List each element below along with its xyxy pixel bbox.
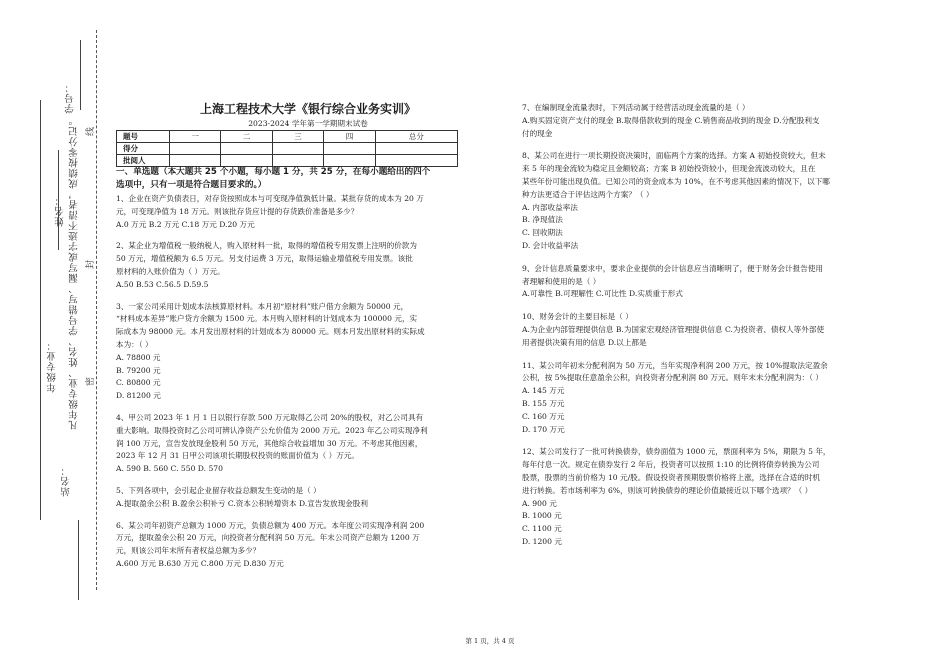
question-text-line: 股票，股票的当前价格为 10 元/股。假设投资者预期股票价格将上涨，选择在合适的时机 [522,472,821,482]
question-text-line: 进行转换。若市场利率为 6%，则该可转换债券的理论价值最接近以下哪个选项？（ ） [522,485,813,495]
question-item [522,150,872,252]
id-underline [80,40,81,110]
question-text-line: 50 万元，增值税额为 6.5 万元。另支付运费 3 万元，取得运输业增值税专用发票。该批 [116,254,413,264]
question-text-line: A.为企业内部管理提供信息 B.为国家宏观经济管理提供信息 C.为投资者、债权人等外部使 [522,324,825,334]
name-label: 姓名： [55,195,66,227]
question-text-line: 1、企业在资产负债表日，对存货按照成本与可变现净值孰低计量。某批存货的成本为 20 万 [116,194,424,203]
answer-option: A. 78800 元 [116,352,161,362]
question-text-line: 公积，按 5%提取任意盈余公积，向投资者分配利润 80 万元。则年末未分配利润为：（ ） [522,373,823,383]
question-text-line: 5、下列各项中，会引起企业留存收益总额发生变动的是（ ） [116,485,321,495]
question-text-line: 7、在编制现金流量表时，下列活动属于经营活动现金流量的是（ ） [522,103,750,112]
score-header-cell: 题号 [117,131,170,143]
student-id-label: 学号： [65,82,76,114]
score-header-cell: 三 [272,131,323,143]
score-cell [375,143,457,155]
answer-option: B. 净现值法 [522,215,563,225]
answer-option: A.600 万元 B.630 万元 C.800 万元 D.830 万元 [116,558,284,568]
score-cell [170,143,221,155]
right-question-list [522,102,872,549]
reviewer-row-label: 批阅人 [117,155,170,167]
question-text-line: 元，可变现净值为 18 万元。则该批存货应计提的存货跌价准备是多少？ [116,206,359,216]
major-underline [40,100,41,520]
question-text-line: 润 100 万元，宣告发放现金股利 50 万元，其他综合收益增加 30 万元。不考虑其他因素， [116,438,423,448]
binding-margin [0,0,115,672]
answer-option: D. 1200 元 [522,536,562,546]
question-item [116,520,461,571]
question-text-line: 4、甲公司 2023 年 1 月 1 日以银行存款 500 万元取得乙公司 20%的股权，对乙公司具有 [116,412,424,422]
score-cell [221,143,272,155]
answer-option: C. 80800 元 [116,378,161,388]
question-item [116,485,461,511]
page-footer: 第 1 页，共 4 页 [465,637,515,645]
question-item [522,446,872,548]
question-text-line: 重大影响。取得投资时乙公司可辨认净资产公允价值为 2000 万元。2023 年乙公司实现净利 [116,425,428,435]
score-cell [324,155,375,167]
question-text-line: 原材料的入账价值为（ ）万元。 [116,266,225,276]
question-text-line: 某些年份可能出现负值。已知公司的资金成本为 10%，在不考虑其他因素的情况下，以下哪 [522,176,830,186]
answer-option: A.50 B.53 C.56.5 D.59.5 [116,279,209,289]
question-text-line: 8、某公司在进行一项长期投资决策时，面临两个方案的选择。方案 A 初始投资较大，但未 [522,151,826,161]
question-text-line: 万元，提取盈余公积 20 万元，向投资者分配利润 50 万元。年末公司资产总额为 1200 万 [116,533,420,543]
answer-option: A. 145 万元 [522,386,565,396]
question-text-line: 者理解和使用的是（ ） [522,276,601,286]
question-text-line: 本为：（ ） [116,339,153,349]
question-text-line: 2023 年 12 月 31 日甲公司该项长期股权投资的账面价值为（ ）万元。 [116,451,359,461]
school-label: 站名： [61,465,72,497]
score-table [116,130,458,167]
left-column [116,166,461,580]
score-cell [272,155,323,167]
question-text-line: 来 5 年的现金流较为稳定且金额较高；方案 B 初始投资较小，但现金流波动较大，且在 [522,164,816,174]
question-text-line: “材料成本差异”账户贷方余额为 1500 元。本月购入原材料的计划成本为 100000 元，实 [116,314,418,324]
question-text-line: 2、某企业为增值税一般纳税人，购入原材料一批，取得的增值税专用发票上注明的价款为 [116,241,417,251]
answer-option: A.可靠性 B.可理解性 C.可比性 D.实质重于形式 [522,289,683,299]
score-cell [170,155,221,167]
answer-option: B. 1000 元 [522,511,562,521]
question-text-line: 3、一家公司采用计划成本法核算原材料。本月初“原材料”账户借方余额为 50000 元， [116,301,409,311]
question-text-line: 每年付息一次。规定在债券发行 2 年后，投资者可以按照 1:10 的比例将债券转换为公司 [522,460,820,470]
answer-option: A.提取盈余公积 B.盈余公积补亏 C.资本公积转增资本 D.宣告发放现金股利 [116,498,368,508]
question-text-line: 付的现金 [522,128,553,138]
question-text-line: 6、某公司年初资产总额为 1000 万元，负债总额为 400 万元。本年度公司实现净利润 200 [116,520,425,530]
question-text-line: A.购买固定资产支付的现金 B.取得借款收到的现金 C.销售商品收到的现金 D.分配股利支 [522,115,820,125]
answer-option: A. 内部收益率法 [522,202,578,212]
score-cell [375,155,457,167]
question-text-line: 际成本为 98000 元。本月发出原材料的计划成本为 80000 元。则本月发出原材料的实际成 [116,327,425,337]
question-item [522,311,872,349]
score-cell [221,155,272,167]
left-question-list [116,193,461,571]
answer-option: A.0 万元 B.2 万元 C.18 万元 D.20 万元 [116,219,255,229]
school-underline [78,520,79,600]
question-item [522,360,872,437]
major-label: 年级专业： [47,340,58,393]
notice-text: 凡年级专业、姓名、学号错写、漏写或字迹不清者，成绩按零分记。 [69,115,80,430]
score-header-cell: 四 [324,131,375,143]
cut-mark-line: 线 [86,126,97,137]
question-item [116,240,461,291]
section-heading: 选项中，只有一项是符合题目要求的。） [116,179,267,190]
answer-option: D. 会计收益率法 [522,240,579,250]
cut-mark-seal: 封 [86,259,97,270]
reviewer-row [117,155,458,167]
score-table-header-row [117,131,458,143]
score-row [117,143,458,155]
answer-option: D. 81200 元 [116,391,161,401]
section-heading: 一、单选题（本大题共 25 个小题，每小题 1 分，共 25 分，在每小题给出的四个 [116,167,431,177]
question-item [116,301,461,403]
answer-option: C. 1100 元 [522,524,562,534]
cut-mark-secret: 密 [86,376,97,387]
dashed-cut-line [96,30,97,590]
score-row-label: 得分 [117,143,170,155]
question-text-line: 9、会计信息质量要求中，要求企业提供的会计信息应当清晰明了，便于财务会计报告使用 [522,263,823,273]
score-cell [324,143,375,155]
exam-title: 上海工程技术大学《银行综合业务实训》 [199,102,416,116]
question-text-line: 10、财务会计的主要目标是（ ） [522,312,633,322]
question-text-line: 种方法更适合于评估这两个方案？（ ） [522,189,654,199]
score-header-cell: 总分 [375,131,457,143]
question-item [116,193,461,231]
score-cell [272,143,323,155]
answer-option: C. 回收期法 [522,228,563,238]
answer-option: A. 590 B. 560 C. 550 D. 570 [116,464,223,474]
answer-option: C. 160 万元 [522,411,565,421]
answer-option: D. 170 万元 [522,424,565,434]
score-header-cell: 一 [170,131,221,143]
answer-option: A. 900 元 [522,498,557,508]
exam-subtitle: 2023-2024 学年第一学期期末试卷 [248,119,368,128]
question-text-line: 用者提供决策有用的信息 D.以上都是 [522,337,647,347]
question-item [522,102,872,140]
question-item [522,263,872,301]
question-item [116,412,461,476]
question-text-line: 11、某公司年初未分配利润为 50 万元，当年实现净利润 200 万元，按 10%提取法定盈余 [522,360,828,370]
answer-option: B. 79200 元 [116,365,161,375]
answer-option: B. 155 万元 [522,398,565,408]
right-column [522,102,872,559]
question-text-line: 12、某公司发行了一批可转换债券，债券面值为 1000 元，票面利率为 5%，期限为 5 年， [522,447,831,457]
score-header-cell: 二 [221,131,272,143]
question-text-line: 元，则该公司年末所有者权益总额为多少？ [116,546,261,556]
